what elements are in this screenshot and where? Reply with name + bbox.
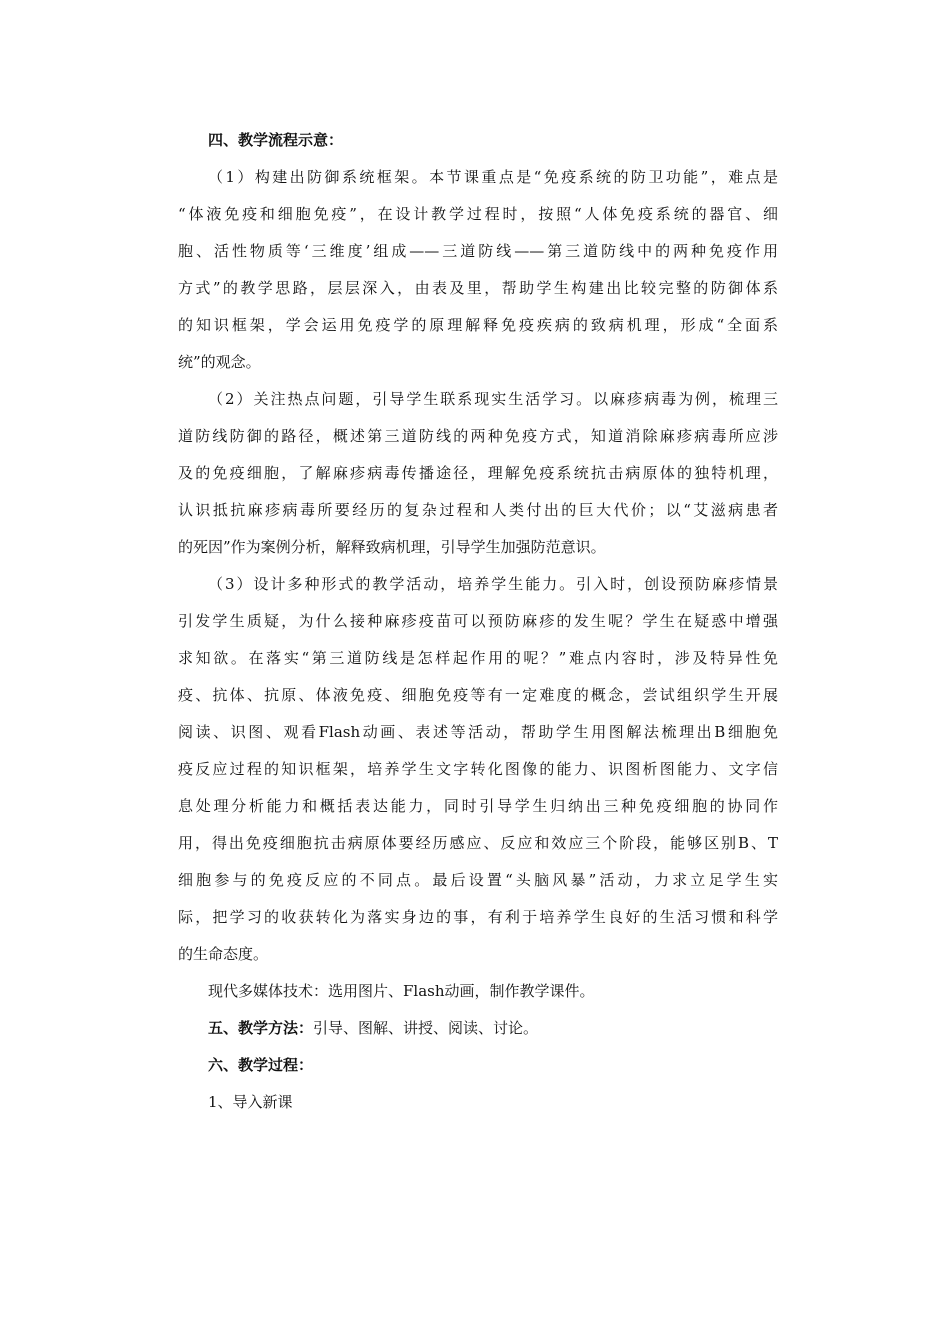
paragraph-line: 的知识框架，学会运用免疫学的原理解释免疫疾病的致病机理，形成“全面系 (178, 316, 778, 334)
paragraph-line: 阅读、识图、观看Flash动画、表述等活动，帮助学生用图解法梳理出B细胞免 (178, 723, 778, 741)
paragraph-line: 用，得出免疫细胞抗击病原体要经历感应、反应和效应三个阶段，能够区别B、T (178, 834, 778, 852)
section-heading-teaching-methods (178, 1010, 778, 1047)
paragraph-line: （2）关注热点问题，引导学生联系现实生活学习。以麻疹病毒为例，梳理三 (208, 390, 778, 408)
paragraph-line: 道防线防御的路径，概述第三道防线的两种免疫方式，知道消除麻疹病毒所应涉 (178, 427, 778, 445)
paragraph-line: 息处理分析能力和概括表达能力，同时引导学生归纳出三种免疫细胞的协同作 (178, 797, 778, 815)
paragraph-hot-issues (178, 381, 778, 566)
paragraph-line: 统”的观念。 (178, 353, 261, 371)
paragraph-line: 及的免疫细胞，了解麻疹病毒传播途径，理解免疫系统抗击病原体的独特机理， (178, 464, 778, 482)
teaching-methods-title: 五、教学方法： (208, 1019, 314, 1037)
paragraph-line: （1）构建出防御系统框架。本节课重点是“免疫系统的防卫功能”，难点是 (208, 168, 778, 186)
teaching-methods-text: 引导、图解、讲授、阅读、讨论。 (313, 1019, 539, 1037)
section-heading-teaching-process: 六、教学过程： (208, 1056, 314, 1074)
paragraph-line: 疫反应过程的知识框架，培养学生文字转化图像的能力、识图析图能力、文字信 (178, 760, 778, 778)
paragraph-line: 引发学生质疑，为什么接种麻疹疫苗可以预防麻疹的发生呢？学生在疑惑中增强 (178, 612, 778, 630)
paragraph-line: 疫、抗体、抗原、体液免疫、细胞免疫等有一定难度的概念，尝试组织学生开展 (178, 686, 778, 704)
paragraph-line: 的死因”作为案例分析，解释致病机理，引导学生加强防范意识。 (178, 538, 606, 556)
paragraph-framework (178, 159, 778, 381)
paragraph-line: “体液免疫和细胞免疫”，在设计教学过程时，按照“人体免疫系统的器官、细 (178, 205, 778, 223)
paragraph-line: （3）设计多种形式的教学活动，培养学生能力。引入时，创设预防麻疹情景 (208, 575, 778, 593)
paragraph-line: 胞、活性物质等‘三维度’组成——三道防线——第三道防线中的两种免疫作用 (178, 242, 778, 260)
paragraph-line: 求知欲。在落实“第三道防线是怎样起作用的呢？”难点内容时，涉及特异性免 (178, 649, 778, 667)
section-heading-teaching-flow: 四、教学流程示意： (208, 131, 344, 149)
document-content (178, 122, 778, 1121)
paragraph-line: 细胞参与的免疫反应的不同点。最后设置“头脑风暴”活动，力求立足学生实 (178, 871, 778, 889)
paragraph-line: 的生命态度。 (178, 945, 269, 963)
paragraph-line: 际，把学习的收获转化为落实身边的事，有利于培养学生良好的生活习惯和科学 (178, 908, 778, 926)
paragraph-activities (178, 566, 778, 973)
paragraph-line: 方式”的教学思路，层层深入，由表及里，帮助学生构建出比较完整的防御体系 (178, 279, 778, 297)
list-item-import-lesson: 1、导入新课 (208, 1093, 293, 1111)
paragraph-line: 认识抵抗麻疹病毒所要经历的复杂过程和人类付出的巨大代价；以“艾滋病患者 (178, 501, 778, 519)
media-technology-line: 现代多媒体技术：选用图片、Flash动画，制作教学课件。 (208, 982, 595, 1000)
